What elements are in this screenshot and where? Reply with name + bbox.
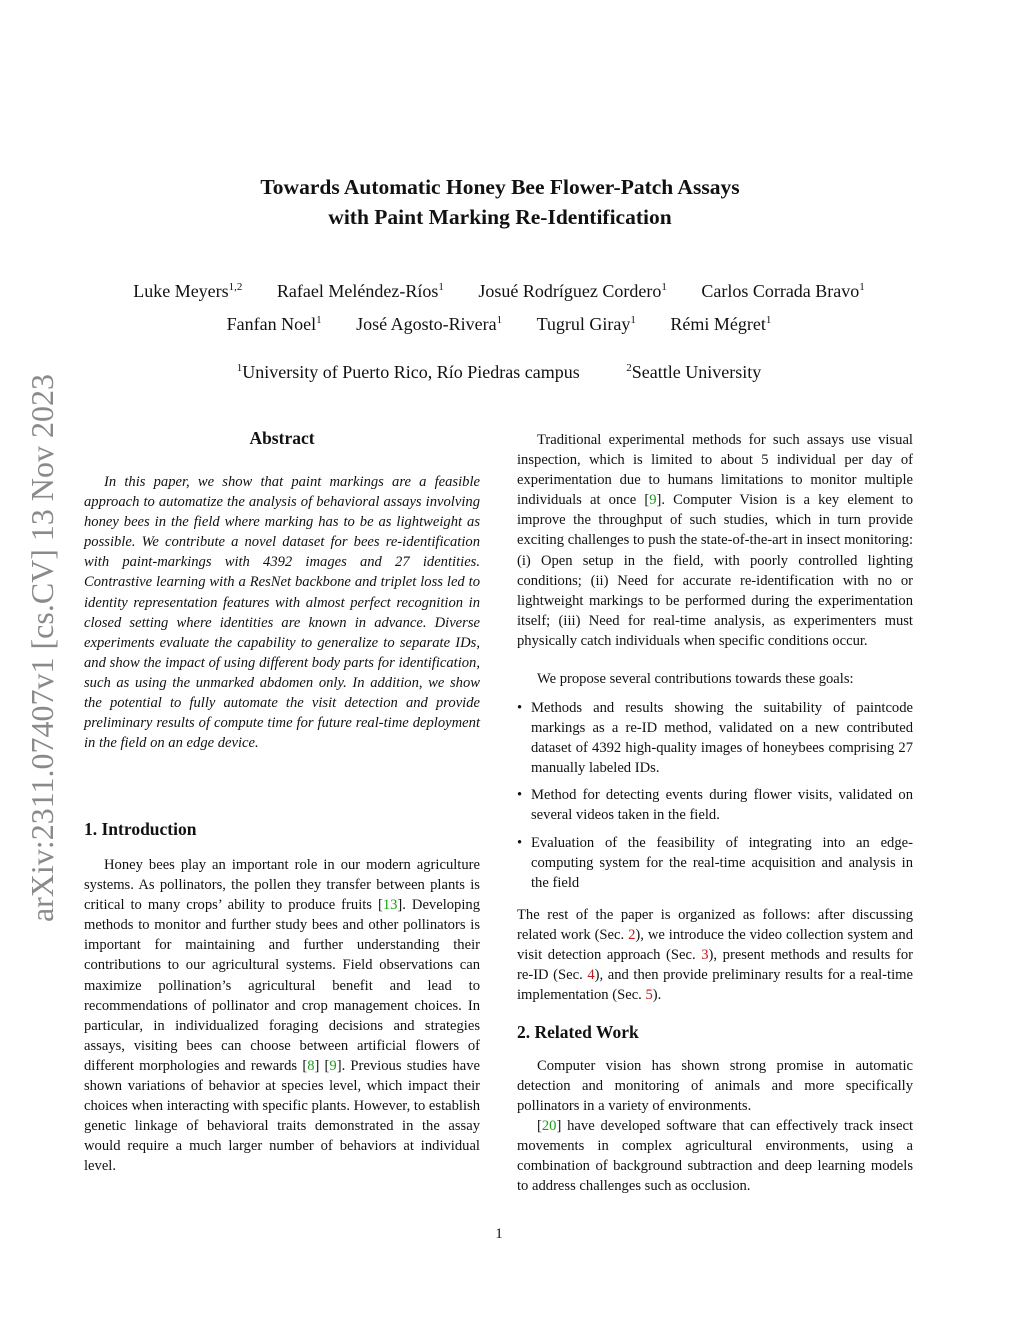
citation-link[interactable]: 13 xyxy=(382,897,398,914)
title-line-1: Towards Automatic Honey Bee Flower-Patch Assays xyxy=(260,175,740,199)
abstract-text: In this paper, we show that paint markings are a feasible approach to automatize the analysis of behavioral assays involving honey bees in the field where marking has to be as lightweight as possible. We contribute a novel dataset for bees re-identification with paint-markings with 4392 images and 27 identities. Contrastive learning with a ResNet backbone and triplet loss led to identity representation features with almost perfect recognition in closed setting where identities are known in advance. Diverse experiments evaluate the capability to generalize to separate IDs, and show the impact of using different body parts for identification, such as using the unmarked abdomen only. In addition, we show the potential to fully automate the visit detection and provide preliminary results of compute time for future real-time deployment in the field on an edge device. xyxy=(84,474,480,752)
section-ref-link[interactable]: 5 xyxy=(645,987,653,1004)
introduction-heading: 1. Introduction xyxy=(84,819,197,839)
citation-link[interactable]: 8 xyxy=(307,1057,315,1074)
paragraph-paper-organization: The rest of the paper is organized as follows: after discussing related work (Sec. 2), we introduce the video collection system and visit detection approach (Sec. 3), present methods and results for re-ID (Sec. 4), and then provide preliminary results for a real-time implementation (Sec. 5). xyxy=(517,907,913,1004)
author-list-row-2 xyxy=(0,313,998,335)
affiliation: $^1$University of Puerto Rico, Río Piedras campus xyxy=(236,362,580,382)
citation-link[interactable]: 20 xyxy=(541,1118,557,1134)
author-list-row-1 xyxy=(0,280,998,302)
citation-link[interactable]: 9 xyxy=(329,1057,337,1074)
citation-link[interactable]: 9 xyxy=(649,492,657,509)
author: Carlos Corrada Bravo$^1$ xyxy=(701,281,865,301)
title-line-2: with Paint Marking Re-Identification xyxy=(328,205,672,229)
bullet-icon: • xyxy=(517,834,523,851)
paragraph-contributions-intro: We propose several contributions towards these goals: xyxy=(537,671,854,687)
affiliations xyxy=(0,361,998,383)
author: Rafael Meléndez-Ríos$^1$ xyxy=(276,281,444,301)
section-ref-link[interactable]: 3 xyxy=(701,947,709,964)
affiliation: $^2$Seattle University xyxy=(626,362,762,382)
paragraph-traditional-methods: Traditional experimental methods for such assays use visual inspection, which is limited to about 5 individual per day of experimentation due to humans limitations to monitor multiple individuals at once [9]. Computer Vision is a key element to improve the throughput of such studies, which in turn provide exciting challenges to push the state-of-the-art in insect monitoring: (i) Open setup in the field, with poorly controlled lighting conditions; (ii) Need for accurate re-identification with no or lightweight markings to be performed during the experimentation itself; (iii) Need for real-time analysis, as experimenters must physically catch individuals when specific conditions occur. xyxy=(517,432,913,649)
contribution-list xyxy=(517,698,913,900)
list-item: • Methods and results showing the suitability of paintcode markings as a re-ID method, validated on a new contributed dataset of 4392 high-quality images of honeybees comprising 27 manually labeled IDs. xyxy=(517,700,913,777)
bullet-icon: • xyxy=(517,787,523,804)
arxiv-identifier: arXiv:2311.07407v1 [cs.CV] 13 Nov 2023 xyxy=(24,373,60,923)
list-item: • Evaluation of the feasibility of integrating into an edge-computing system for the real-time acquisition and analysis in the field xyxy=(517,834,913,891)
introduction-paragraph: Honey bees play an important role in our modern agriculture systems. As pollinators, the pollen they transfer between plants is critical to many crops’ ability to produce fruits [13]. Developing methods to monitor and further study bees and other pollinators is important for maintaining and further understanding their contributions to our agricultural systems. Field observations can maximize pollination’s agricultural benefit and lead to recommendations of pollinator and crop management choices. In particular, in individualized foraging decisions and strategies assays, visiting bees can choose between artificial flowers of different morphologies and rewards [8] [9]. Previous studies have shown variations of behavior at species level, which impact their choices when interacting with specific plants. However, to establish genetic linkage of behavioral traits demonstrated in the assay would require a much larger number of behaviors at individual level. xyxy=(84,857,481,1175)
paper-title xyxy=(0,172,1000,232)
abstract-heading: Abstract xyxy=(249,428,315,448)
author: Tugrul Giray$^1$ xyxy=(536,314,636,334)
related-work-heading: 2. Related Work xyxy=(517,1022,639,1042)
section-ref-link[interactable]: 2 xyxy=(628,927,636,944)
author: Luke Meyers$^{1,2}$ xyxy=(133,281,243,301)
list-item: • Method for detecting events during flower visits, validated on several videos taken in the field. xyxy=(517,787,913,824)
paragraph-related-work-1: Computer vision has shown strong promise in automatic detection and monitoring of animals and more specifically pollinators in a variety of environments. xyxy=(517,1058,913,1115)
author: José Agosto-Rivera$^1$ xyxy=(356,314,503,334)
paragraph-related-work-2: [20] have developed software that can effectively track insect movements in complex agricultural environments, using a combination of background subtraction and deep learning models to address challenges such as occlusion. xyxy=(517,1118,913,1195)
section-ref-link[interactable]: 4 xyxy=(587,967,595,984)
author: Josué Rodríguez Cordero$^1$ xyxy=(478,281,667,301)
bullet-icon: • xyxy=(517,700,523,716)
author: Fanfan Noel$^1$ xyxy=(226,314,322,334)
page-number: 1 xyxy=(495,1226,503,1242)
author: Rémi Mégret$^1$ xyxy=(670,314,772,334)
